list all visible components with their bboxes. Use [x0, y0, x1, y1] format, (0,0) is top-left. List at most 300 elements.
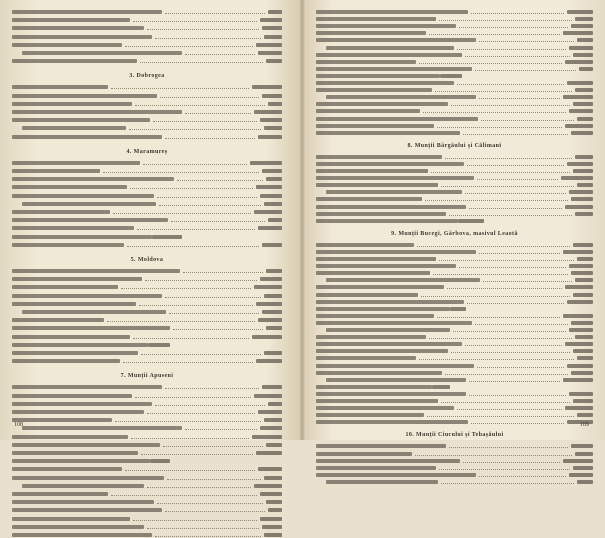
toc-entry-reference: [567, 81, 593, 85]
toc-entry-title: [12, 285, 118, 289]
toc-entry-title: [316, 10, 468, 14]
dot-leader: [113, 213, 251, 214]
toc-entry-title: [316, 285, 444, 289]
toc-entry-title: [316, 17, 436, 21]
dot-leader: [449, 215, 572, 216]
toc-entry: [316, 93, 593, 100]
toc-entry-title: [12, 508, 162, 512]
toc-entry: [12, 416, 282, 423]
toc-entry-reference: [264, 35, 282, 39]
toc-entry-title: [12, 443, 160, 447]
toc-entry-title: [12, 359, 120, 363]
toc-entry-reference: [575, 335, 593, 339]
dot-leader: [451, 105, 570, 106]
toc-entry-reference: [569, 109, 593, 113]
toc-entry: [316, 51, 593, 58]
section-heading: 7. Munții Apuseni: [120, 373, 174, 380]
toc-entry-reference: [575, 212, 593, 216]
toc-entry-title: [316, 250, 476, 254]
dot-leader: [453, 331, 566, 332]
toc-entry-title: [316, 155, 442, 159]
toc-entry-reference: [262, 525, 282, 529]
toc-entry-title: [316, 197, 422, 201]
toc-entry: [12, 16, 282, 23]
dot-leader: [147, 29, 259, 30]
toc-entry-title: [316, 81, 454, 85]
dot-leader: [165, 511, 265, 512]
toc-entry-reference: [575, 278, 593, 282]
toc-entry-title: [316, 452, 412, 456]
dot-leader: [431, 172, 570, 173]
dot-leader: [165, 138, 255, 139]
dot-leader: [159, 205, 261, 206]
toc-entry-title: [12, 435, 128, 439]
dot-leader: [479, 98, 560, 99]
toc-entry: [316, 390, 593, 397]
toc-entry-reference: [254, 394, 282, 398]
toc-entry: [12, 333, 282, 340]
dot-leader: [441, 402, 570, 403]
dot-leader: [469, 395, 566, 396]
toc-entry: [316, 174, 593, 181]
toc-entry: [12, 224, 282, 231]
toc-entry-title: [316, 60, 416, 64]
toc-entry-title: [316, 219, 458, 223]
toc-entry-reference: [561, 176, 593, 180]
toc-entry-title: [316, 349, 448, 353]
toc-entry-reference: [565, 205, 593, 209]
dot-leader: [467, 165, 564, 166]
toc-entry: [316, 283, 593, 290]
toc-entry-title: [12, 43, 122, 47]
toc-entry-title: [12, 335, 130, 339]
toc-entry: [316, 107, 593, 114]
section-heading: 9. Munții Bucegi, Gârbova, masivul Leaotă: [391, 230, 518, 237]
dot-leader: [131, 438, 249, 439]
toc-entry-title: [12, 218, 168, 222]
dot-leader: [185, 113, 251, 114]
toc-entry: [316, 312, 593, 319]
toc-entry-reference: [258, 318, 282, 322]
toc-entry-title: [12, 492, 108, 496]
toc-entry: [12, 192, 282, 199]
toc-entry-reference: [256, 185, 282, 189]
dot-leader: [429, 338, 572, 339]
dot-leader: [477, 179, 558, 180]
toc-entry-reference: [260, 118, 282, 122]
toc-entry-title: [12, 226, 134, 230]
dot-leader: [437, 317, 560, 318]
toc-entry-reference: [260, 517, 282, 521]
dot-leader: [173, 329, 263, 330]
toc-entry: [12, 57, 282, 64]
toc-entry-title: [316, 205, 466, 209]
toc-entry: [12, 490, 282, 497]
dot-leader: [423, 112, 566, 113]
dot-leader: [419, 359, 574, 360]
toc-entry-reference: [254, 484, 282, 488]
toc-entry-title: [316, 169, 428, 173]
toc-entry: [316, 79, 593, 86]
toc-entry: [316, 411, 593, 418]
toc-entry-reference: [569, 264, 593, 268]
toc-entry-reference: [573, 349, 593, 353]
toc-entry: [12, 441, 282, 448]
dot-leader: [449, 447, 568, 448]
dot-leader: [155, 536, 261, 537]
toc-entry-reference: [264, 294, 282, 298]
toc-entry: [12, 167, 282, 174]
dot-leader: [127, 246, 259, 247]
toc-entry-title: [316, 88, 432, 92]
toc-entry-reference: [152, 235, 182, 239]
dot-leader: [165, 13, 265, 14]
toc-entry-reference: [577, 183, 593, 187]
toc-entry-reference: [565, 60, 593, 64]
toc-entry: [12, 392, 282, 399]
dot-leader: [140, 62, 263, 63]
toc-entry-reference: [262, 310, 282, 314]
toc-entry-reference: [577, 413, 593, 417]
toc-entry-reference: [573, 53, 593, 57]
section-heading: 3. Dobrogea: [129, 73, 165, 80]
toc-entry-reference: [266, 59, 282, 63]
toc-entry: [12, 92, 282, 99]
dot-leader: [139, 305, 253, 306]
toc-entry-reference: [458, 219, 484, 223]
toc-entry-title: [316, 314, 434, 318]
toc-entry: [12, 531, 282, 538]
toc-entry: [316, 72, 593, 79]
dot-leader: [165, 388, 259, 389]
toc-entry: [12, 498, 282, 505]
toc-entry-reference: [256, 451, 282, 455]
toc-entry-title: [12, 467, 122, 471]
toc-entry-reference: [268, 102, 282, 106]
toc-entry-title: [22, 126, 126, 130]
toc-entry-reference: [262, 385, 282, 389]
toc-entry: [316, 22, 593, 29]
toc-entry: [12, 523, 282, 530]
toc-entry-title: [12, 418, 112, 422]
dot-leader: [451, 352, 570, 353]
toc-entry-reference: [252, 435, 282, 439]
toc-entry-reference: [567, 300, 593, 304]
toc-entry: [316, 347, 593, 354]
toc-entry: [12, 283, 282, 290]
toc-entry-reference: [268, 10, 282, 14]
toc-entry: [316, 115, 593, 122]
toc-entry: [316, 129, 593, 136]
dot-leader: [111, 88, 249, 89]
toc-entry-title: [316, 406, 454, 410]
dot-leader: [479, 476, 566, 477]
toc-entry-title: [316, 131, 460, 135]
toc-entry: [316, 340, 593, 347]
toc-entry: [316, 58, 593, 65]
dot-leader: [157, 197, 257, 198]
dot-leader: [141, 354, 261, 355]
toc-entry: [316, 203, 593, 210]
toc-entry-title: [316, 293, 418, 297]
toc-entry-reference: [573, 243, 593, 247]
toc-entry: [12, 515, 282, 522]
right-page-number: 109: [580, 422, 589, 428]
dot-leader: [183, 272, 263, 273]
toc-entry-title: [12, 35, 152, 39]
toc-entry-reference: [256, 43, 282, 47]
toc-entry-title: [22, 484, 144, 488]
toc-entry: [316, 122, 593, 129]
toc-entry: [316, 100, 593, 107]
toc-entry-reference: [569, 190, 593, 194]
toc-entry-title: [12, 194, 154, 198]
dot-leader: [457, 409, 562, 410]
toc-entry-reference: [260, 426, 282, 430]
toc-entry-reference: [563, 314, 593, 318]
toc-entry-reference: [256, 359, 282, 363]
toc-entry-reference: [577, 257, 593, 261]
toc-entry-title: [12, 326, 170, 330]
toc-entry: [316, 333, 593, 340]
dot-leader: [130, 188, 253, 189]
left-page: [12, 8, 282, 422]
toc-entry-title: [316, 117, 478, 121]
toc-entry-title: [316, 420, 468, 424]
toc-entry-title: [316, 183, 438, 187]
toc-entry: [12, 33, 282, 40]
toc-entry: [316, 217, 593, 224]
toc-entry: [316, 36, 593, 43]
dot-leader: [477, 367, 564, 368]
toc-entry-reference: [563, 378, 593, 382]
toc-entry-title: [316, 413, 424, 417]
dot-leader: [169, 313, 259, 314]
toc-entry: [316, 457, 593, 464]
dot-leader: [445, 158, 572, 159]
toc-entry: [12, 159, 282, 166]
toc-entry: [316, 291, 593, 298]
toc-entry-title: [316, 176, 474, 180]
dot-leader: [137, 229, 255, 230]
toc-entry-title: [316, 444, 446, 448]
dot-leader: [435, 91, 572, 92]
dot-leader: [145, 280, 257, 281]
toc-entry-reference: [569, 328, 593, 332]
section-heading: 8. Munții Bârgăului și Călimani: [407, 142, 502, 149]
toc-entry-title: [316, 473, 476, 477]
toc-entry-reference: [579, 67, 593, 71]
toc-entry-title: [12, 85, 108, 89]
toc-entry-title: [12, 269, 180, 273]
toc-entry: [12, 474, 282, 481]
toc-entry-title: [22, 310, 166, 314]
toc-entry-reference: [571, 321, 593, 325]
toc-entry: [316, 188, 593, 195]
toc-entry-reference: [266, 177, 282, 181]
toc-entry-reference: [254, 285, 282, 289]
toc-entry-title: [12, 102, 132, 106]
toc-entry-title: [22, 426, 182, 430]
toc-entry-title: [12, 10, 162, 14]
dot-leader: [465, 345, 562, 346]
dot-leader: [167, 479, 261, 480]
toc-entry: [12, 100, 282, 107]
toc-entry-title: [12, 169, 100, 173]
dot-leader: [467, 303, 564, 304]
toc-entry-title: [316, 24, 456, 28]
toc-entry-title: [316, 356, 416, 360]
toc-entry-reference: [571, 24, 593, 28]
toc-entry-reference: [264, 418, 282, 422]
toc-entry-title: [316, 31, 426, 35]
toc-entry: [12, 300, 282, 307]
toc-entry-title: [22, 51, 182, 55]
toc-entry-reference: [260, 18, 282, 22]
toc-entry: [12, 383, 282, 390]
toc-entry-title: [12, 210, 110, 214]
toc-entry-reference: [264, 126, 282, 130]
toc-entry: [316, 450, 593, 457]
toc-entry-title: [316, 74, 440, 78]
dot-leader: [143, 164, 247, 165]
toc-entry: [12, 133, 282, 140]
toc-entry: [12, 241, 282, 248]
toc-entry-title: [12, 94, 157, 98]
toc-entry-title: [12, 318, 104, 322]
toc-entry-reference: [264, 202, 282, 206]
toc-entry-title: [316, 109, 420, 113]
toc-entry: [12, 341, 282, 348]
toc-entry: [316, 248, 593, 255]
toc-entry: [12, 233, 282, 240]
toc-entry: [12, 433, 282, 440]
toc-entry: [316, 369, 593, 376]
dot-leader: [471, 423, 564, 424]
toc-entry-reference: [563, 250, 593, 254]
toc-entry-title: [12, 533, 152, 537]
toc-entry-reference: [258, 51, 282, 55]
toc-entry: [12, 408, 282, 415]
dot-leader: [135, 397, 251, 398]
dot-leader: [433, 274, 568, 275]
dot-leader: [103, 172, 259, 173]
toc-entry-reference: [577, 480, 593, 484]
toc-entry-reference: [150, 459, 170, 463]
toc-entry-title: [12, 402, 152, 406]
toc-entry-reference: [573, 102, 593, 106]
toc-entry: [316, 362, 593, 369]
toc-entry: [12, 482, 282, 489]
toc-entry-reference: [563, 459, 593, 463]
toc-entry: [12, 457, 282, 464]
toc-entry-title: [316, 321, 472, 325]
dot-leader: [417, 246, 570, 247]
toc-entry: [12, 316, 282, 323]
toc-entry: [316, 210, 593, 217]
toc-entry: [12, 41, 282, 48]
toc-entry-reference: [252, 335, 282, 339]
dot-leader: [469, 381, 560, 382]
dot-leader: [133, 520, 257, 521]
toc-entry: [12, 49, 282, 56]
dot-leader: [163, 446, 263, 447]
toc-entry: [316, 442, 593, 449]
toc-entry-title: [316, 243, 414, 247]
toc-entry: [316, 8, 593, 15]
toc-entry-title: [12, 351, 138, 355]
section-heading: 4. Maramureș: [126, 148, 168, 155]
toc-entry: [12, 267, 282, 274]
toc-entry-title: [12, 525, 144, 529]
toc-entry-reference: [440, 74, 462, 78]
toc-entry-title: [316, 371, 442, 375]
toc-entry-title: [316, 271, 430, 275]
toc-entry-title: [12, 302, 136, 306]
toc-entry-reference: [571, 131, 593, 135]
toc-entry-reference: [567, 162, 593, 166]
toc-entry-title: [326, 278, 480, 282]
toc-entry-title: [12, 410, 144, 414]
toc-entry: [12, 124, 282, 131]
dot-leader: [125, 46, 253, 47]
toc-entry-reference: [148, 343, 170, 347]
dot-leader: [465, 56, 570, 57]
toc-entry-title: [12, 177, 174, 181]
toc-entry-title: [326, 46, 454, 50]
toc-entry-title: [12, 476, 164, 480]
toc-entry-reference: [268, 508, 282, 512]
dot-leader: [463, 134, 568, 135]
toc-entry: [316, 181, 593, 188]
toc-entry-reference: [264, 533, 282, 537]
toc-entry-title: [12, 110, 182, 114]
toc-entry: [12, 400, 282, 407]
toc-entry: [316, 195, 593, 202]
toc-entry-title: [326, 378, 466, 382]
toc-entry-reference: [258, 226, 282, 230]
toc-entry: [12, 200, 282, 207]
toc-entry-reference: [565, 124, 593, 128]
dot-leader: [481, 120, 574, 121]
toc-entry: [12, 24, 282, 31]
toc-entry-title: [316, 300, 464, 304]
dot-leader: [439, 20, 572, 21]
toc-entry-reference: [268, 402, 282, 406]
toc-entry-title: [12, 394, 132, 398]
toc-entry-title: [12, 135, 162, 139]
dot-leader: [459, 27, 568, 28]
dot-leader: [147, 413, 255, 414]
dot-leader: [133, 338, 249, 339]
toc-entry-title: [12, 277, 142, 281]
dot-leader: [160, 97, 259, 98]
toc-entry: [316, 404, 593, 411]
toc-entry-reference: [264, 476, 282, 480]
toc-entry-reference: [264, 351, 282, 355]
toc-entry-title: [12, 343, 148, 347]
toc-entry: [316, 326, 593, 333]
toc-entry-reference: [450, 307, 466, 311]
toc-entry-reference: [256, 302, 282, 306]
dot-leader: [429, 34, 560, 35]
toc-entry-title: [12, 451, 138, 455]
dot-leader: [441, 483, 574, 484]
dot-leader: [439, 469, 570, 470]
toc-entry: [12, 275, 282, 282]
toc-entry-reference: [565, 285, 593, 289]
toc-entry-reference: [258, 467, 282, 471]
